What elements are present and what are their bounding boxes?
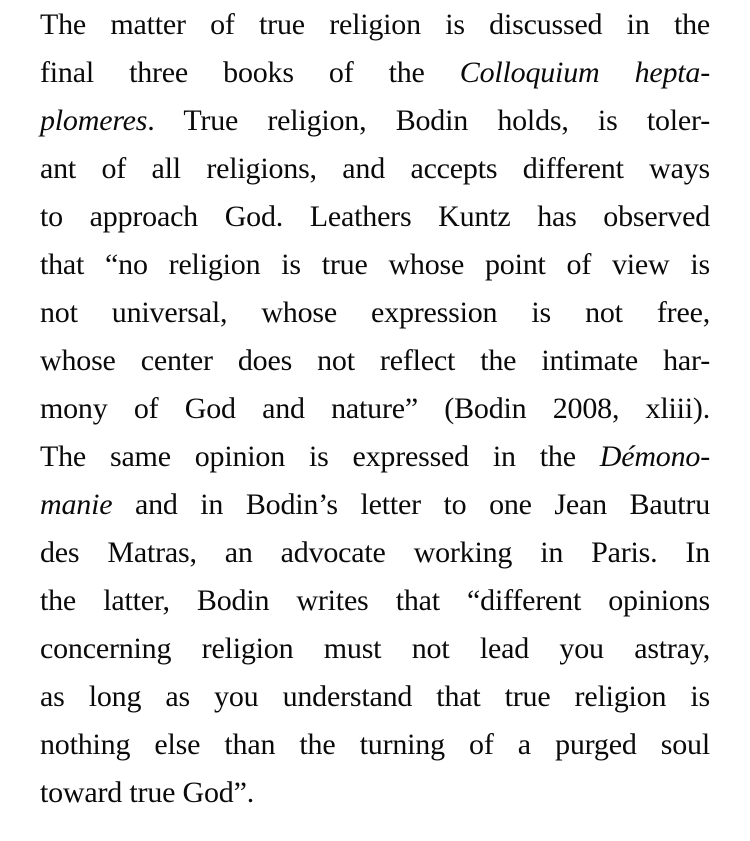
text-line (40, 721, 710, 769)
text-line (40, 769, 710, 817)
text-line (40, 1, 710, 49)
text-line (40, 97, 710, 145)
text-line (40, 577, 710, 625)
text-segment: whose center does not reflect the intimate har- (40, 344, 710, 377)
text-line (40, 241, 710, 289)
text-line (40, 49, 710, 97)
text-segment: final three books of the (40, 56, 460, 89)
text-segment: the latter, Bodin writes that “different opinions (40, 584, 710, 617)
text-line (40, 145, 710, 193)
text-line (40, 193, 710, 241)
text-segment: des Matras, an advocate working in Paris. In (40, 536, 710, 569)
text-line (40, 289, 710, 337)
text-line (40, 625, 710, 673)
text-segment: as long as you understand that true religion is (40, 680, 710, 713)
italic-segment: Démono- (599, 440, 710, 473)
text-line (40, 481, 710, 529)
text-segment: that “no religion is true whose point of view is (40, 248, 710, 281)
italic-segment: Colloquium hepta- (459, 56, 711, 89)
text-segment: not universal, whose expression is not free, (40, 296, 710, 329)
text-line (40, 337, 710, 385)
text-segment: The matter of true religion is discussed in the (40, 8, 710, 41)
text-line (40, 385, 710, 433)
text-segment: The same opinion is expressed in the (40, 440, 600, 473)
italic-segment: plomeres (40, 104, 148, 137)
text-line (40, 433, 710, 481)
text-segment: ant of all religions, and accepts different ways (40, 152, 710, 185)
text-segment: and in Bodin’s letter to one Jean Bautru (112, 488, 710, 521)
text-segment: toward true God”. (40, 776, 255, 809)
text-line (40, 673, 710, 721)
text-segment: . True religion, Bodin holds, is toler- (147, 104, 710, 137)
text-segment: concerning religion must not lead you astray, (40, 632, 710, 665)
text-segment: nothing else than the turning of a purged soul (40, 728, 710, 761)
italic-segment: manie (40, 488, 113, 521)
text-block (40, 1, 710, 817)
text-line (40, 529, 710, 577)
text-segment: to approach God. Leathers Kuntz has observed (40, 200, 710, 233)
text-segment: mony of God and nature” (Bodin 2008, xliii). (40, 392, 710, 425)
